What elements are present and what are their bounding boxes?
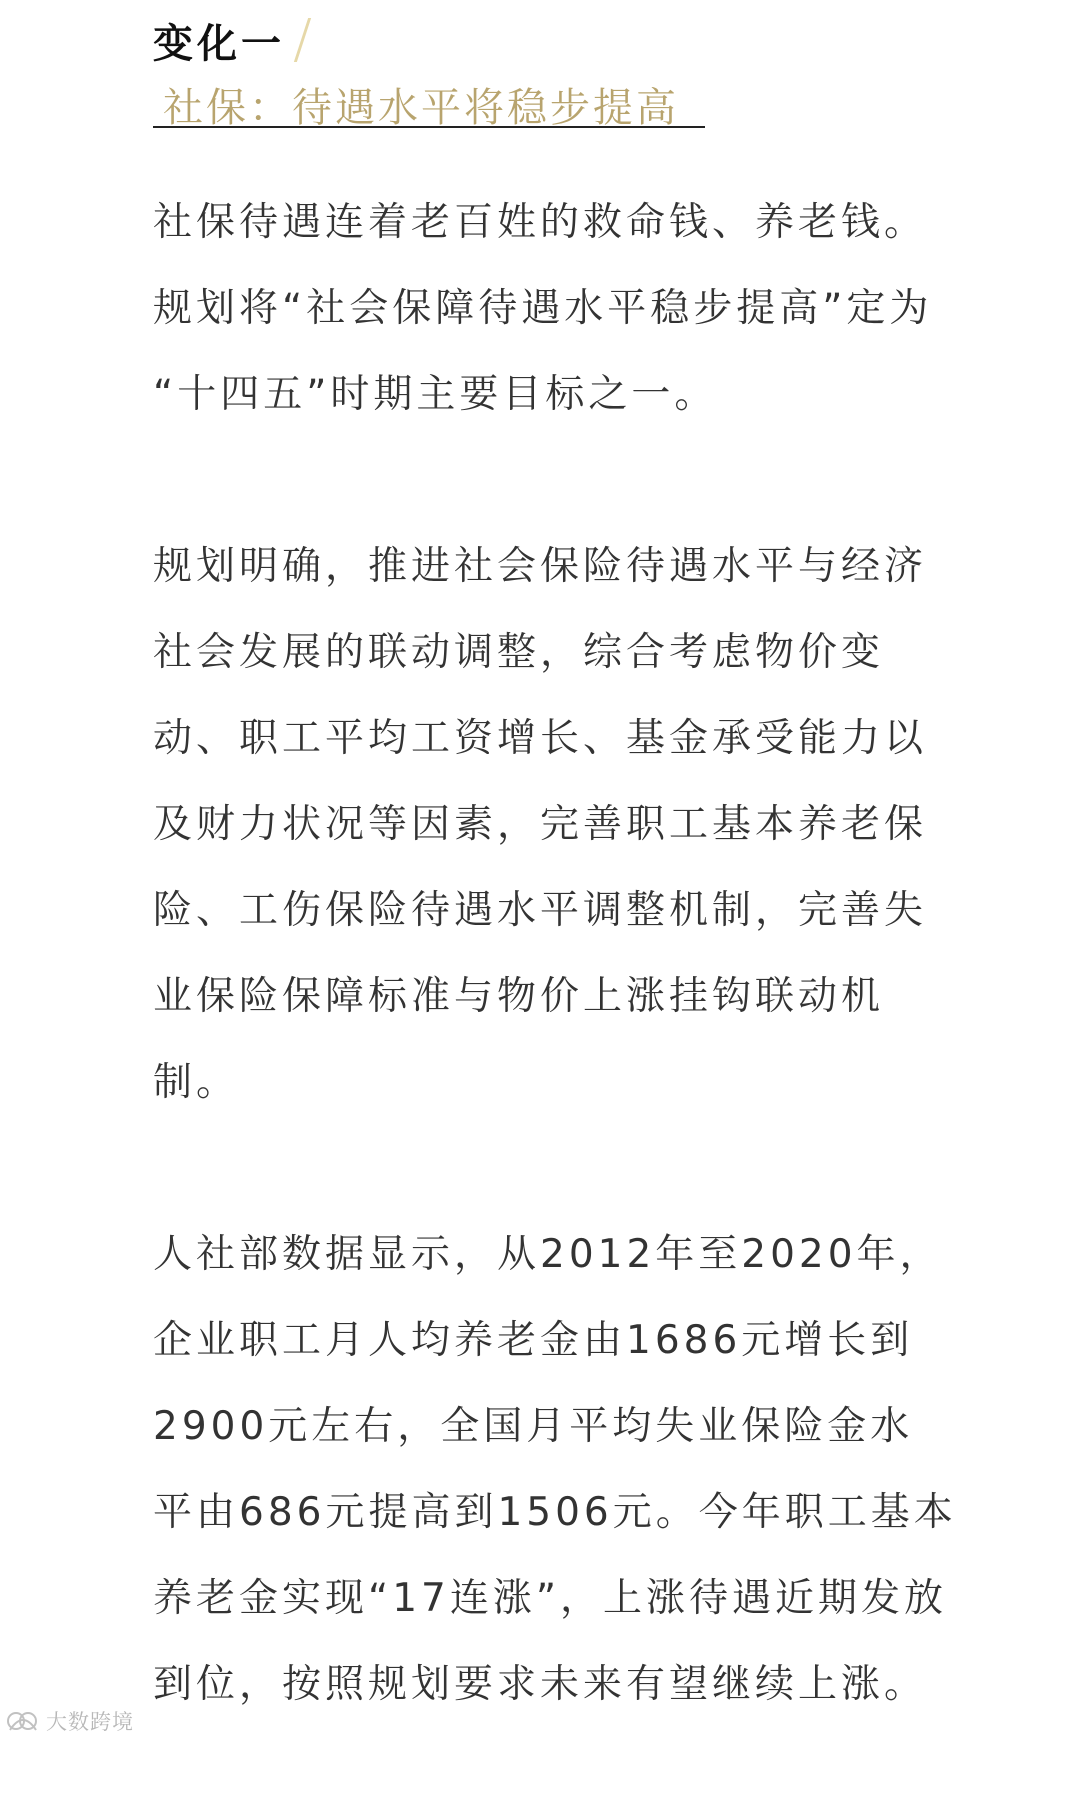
section-header: [153, 8, 705, 131]
section-number: 变化一: [153, 21, 285, 67]
paragraph-intro: 社保待遇连着老百姓的救命钱、养老钱。 规划将“社会保障待遇水平稳步提高”定为 “十四五”时期主要目标之一。: [153, 200, 933, 417]
watermark-text: 大数跨境: [46, 1710, 134, 1734]
decorative-slash: [294, 18, 311, 62]
watermark: [6, 1706, 134, 1736]
paragraph-data: 人社部数据显示，从2012年至2020年， 企业职工月人均养老金由1686元增长到 2900元左右，全国月平均失业保险金水 平由686元提高到1506元。今年职工基本 养老金实现“17连涨”，上涨待遇近期发放 到位，按照规划要求未来有望继续上涨。: [153, 1232, 957, 1707]
section-subtitle: 社保：待遇水平将稳步提高: [163, 85, 679, 131]
paragraph-plan: 规划明确，推进社会保险待遇水平与经济 社会发展的联动调整，综合考虑物价变 动、职工平均工资增长、基金承受能力以 及财力状况等因素，完善职工基本养老保 险、工伤保险待遇水平调整机制，完善失 业保险保障标准与物价上涨挂钩联动机 制。: [153, 544, 928, 1105]
article-body: [153, 180, 983, 1814]
brand-logo-icon: [6, 1708, 40, 1734]
